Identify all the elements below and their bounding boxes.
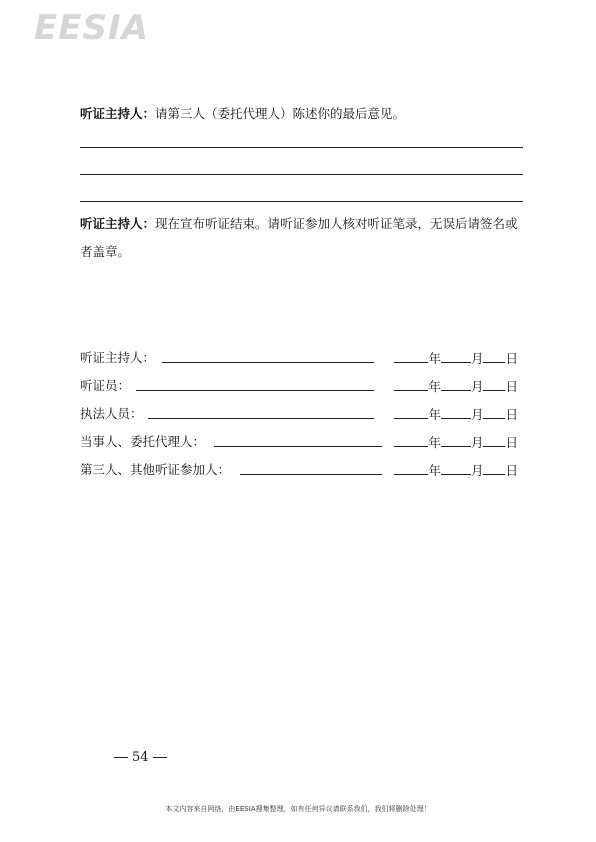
day-blank[interactable] (483, 348, 505, 363)
signature-line[interactable] (136, 390, 374, 391)
month-blank[interactable] (441, 404, 471, 419)
signature-row-hearing-officer (80, 376, 522, 396)
day-label: 日 (505, 351, 518, 366)
day-label: 日 (505, 463, 518, 478)
year-blank[interactable] (394, 432, 428, 447)
signature-line[interactable] (240, 474, 382, 475)
year-label: 年 (428, 351, 441, 366)
signature-label: 执法人员： (80, 406, 143, 421)
date-field (394, 432, 518, 453)
date-field (394, 404, 518, 425)
eesia-logo: EESIA (34, 8, 149, 48)
signature-row-party (80, 432, 522, 452)
signature-line[interactable] (162, 362, 374, 363)
month-label: 月 (470, 435, 484, 450)
signature-label: 听证主持人： (80, 350, 156, 365)
date-field (394, 460, 518, 481)
page-number (110, 750, 171, 765)
page-dash-right (153, 757, 167, 758)
answer-line-3[interactable] (80, 201, 523, 202)
day-blank[interactable] (483, 404, 505, 419)
month-label: 月 (470, 351, 484, 366)
signature-line[interactable] (214, 446, 382, 447)
signature-label: 当事人、委托代理人： (80, 434, 206, 449)
speaker-label: 听证主持人： (80, 216, 156, 231)
signature-row-third-party (80, 460, 522, 480)
month-label: 月 (470, 407, 484, 422)
year-label: 年 (428, 379, 441, 394)
month-blank[interactable] (441, 432, 471, 447)
page-dash-left (114, 757, 128, 758)
year-blank[interactable] (394, 348, 428, 363)
conclusion-paragraph (80, 210, 525, 266)
year-label: 年 (428, 463, 441, 478)
answer-line-2[interactable] (80, 174, 523, 175)
year-label: 年 (428, 407, 441, 422)
conclusion-text: 现在宣布听证结束。请听证参加人核对听证笔录，无误后请签名或者盖章。 (80, 216, 518, 259)
closing-request-text: 请第三人（委托代理人）陈述你的最后意见。 (155, 106, 406, 121)
day-label: 日 (505, 379, 518, 394)
day-label: 日 (505, 407, 518, 422)
year-label: 年 (428, 435, 441, 450)
month-label: 月 (470, 379, 484, 394)
year-blank[interactable] (394, 376, 428, 391)
year-blank[interactable] (394, 404, 428, 419)
signature-row-enforcement-staff (80, 404, 522, 424)
speaker-label: 听证主持人： (80, 106, 156, 121)
signature-label: 听证员： (80, 378, 131, 393)
year-blank[interactable] (394, 460, 428, 475)
day-blank[interactable] (483, 376, 505, 391)
signature-line[interactable] (148, 418, 374, 419)
day-blank[interactable] (483, 432, 505, 447)
date-field (394, 376, 518, 397)
day-blank[interactable] (483, 460, 505, 475)
closing-request-paragraph (80, 100, 525, 128)
signature-row-host (80, 348, 522, 368)
footer-notice: 本文内容来自网络，由EESIA搜集整理，如有任何异议请联系我们，我们将删除处理！ (165, 805, 431, 813)
answer-line-1[interactable] (80, 147, 523, 148)
month-label: 月 (470, 463, 484, 478)
month-blank[interactable] (441, 376, 471, 391)
month-blank[interactable] (441, 460, 471, 475)
signature-label: 第三人、其他听证参加人： (80, 462, 231, 477)
date-field (394, 348, 518, 369)
month-blank[interactable] (441, 348, 471, 363)
page-number-text: 54 (132, 750, 149, 765)
day-label: 日 (505, 435, 518, 450)
